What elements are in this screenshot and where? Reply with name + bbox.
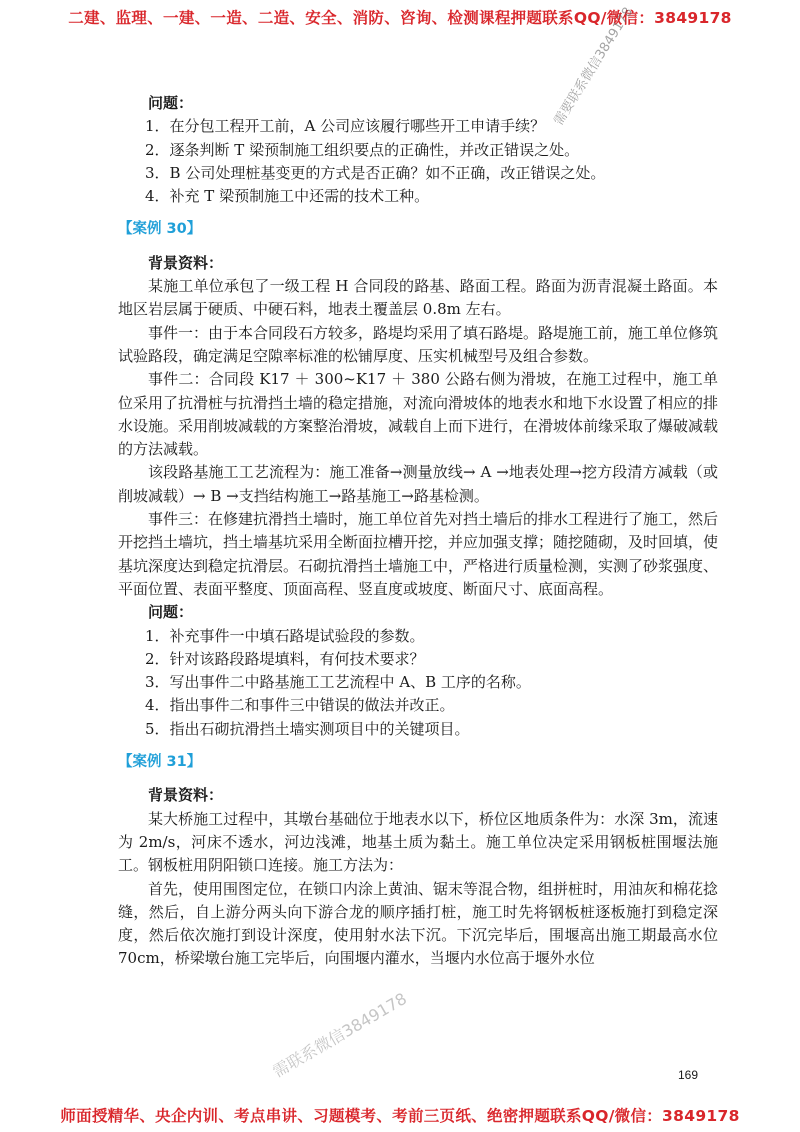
bottom-ad-banner: 师面授精华、央企内训、考点串讲、习题模考、考前三页纸、绝密押题联系QQ/微信：3849178 [60, 1107, 740, 1125]
background-heading: 背景资料： [148, 253, 224, 272]
watermark-top: 需要联系微信3849178 [551, 4, 637, 129]
case30 [118, 218, 718, 741]
case29-questions [118, 92, 718, 208]
question-item: 1．在分包工程开工前，A 公司应该履行哪些开工申请手续？ [145, 117, 546, 136]
paragraph: 事件一：由于本合同段石方较多，路堤均采用了填石路堤。路堤施工前，施工单位修筑试验路段，确定满足空隙率标准的松铺厚度、压实机械型号及组合参数。 [118, 323, 719, 365]
background-heading: 背景资料： [148, 786, 224, 805]
paragraph: 某施工单位承包了一级工程 H 合同段的路基、路面工程。路面为沥青混凝土路面。本地区岩层属于硬质、中硬石料，地表土覆盖层 0.8m 左右。 [118, 277, 718, 319]
question-item: 4．指出事件二和事件三中错误的做法并改正。 [145, 696, 455, 715]
questions-heading: 问题： [148, 603, 194, 622]
page-content [118, 92, 718, 971]
question-item: 3．B 公司处理桩基变更的方式是否正确？如不正确，改正错误之处。 [145, 163, 606, 182]
question-item: 3．写出事件二中路基施工工艺流程中 A、B 工序的名称。 [145, 673, 531, 692]
question-item: 4．补充 T 梁预制施工中还需的技术工种。 [145, 187, 430, 206]
paragraph: 事件二：合同段 K17 ＋ 300~K17 ＋ 380 公路右侧为滑坡，在施工过程中，施工单位采用了抗滑桩与抗滑挡土墙的稳定措施，对流向滑坡体的地表水和地下水设置了相应的排水设施。采用削坡减载的方案整治滑坡，减载自上而下进行，在滑坡体前缘采取了爆破减载的方法减载。 [118, 370, 719, 459]
questions-heading: 问题： [148, 94, 194, 112]
page-number: 169 [678, 1068, 699, 1082]
question-item: 2．逐条判断 T 梁预制施工组织要点的正确性，并改正错误之处。 [145, 140, 580, 159]
case31 [118, 751, 718, 971]
paragraph: 某大桥施工过程中，其墩台基础位于地表水以下，桥位区地质条件为：水深 3m，流速为 2m/s，河床不透水，河边浅滩，地基土质为黏土。施工单位决定采用钢板桩围堰法施工。钢板桩用阴阳锁口连接。施工方法为： [118, 809, 718, 875]
top-ad-banner: 二建、监理、一建、一造、二造、安全、消防、咨询、检测课程押题联系QQ/微信：3849178 [68, 9, 732, 27]
paragraph: 事件三：在修建抗滑挡土墙时，施工单位首先对挡土墙后的排水工程进行了施工，然后开挖挡土墙坑，挡土墙基坑采用全断面拉槽开挖，并应加强支撑；随挖随砌，及时回填，使基坑深度达到稳定抗滑层。石砌抗滑挡土墙施工中，严格进行质量检测，实测了砂浆强度、平面位置、表面平整度、顶面高程、竖直度或坡度、断面尺寸、底面高程。 [118, 510, 719, 598]
paragraph: 该段路基施工工艺流程为：施工准备→测量放线→ A →地表处理→挖方段清方减载（或削坡减载）→ B →支挡结构施工→路基施工→路基检测。 [118, 463, 718, 505]
paragraph: 首先，使用围图定位，在锁口内涂上黄油、锯末等混合物，组拼桩时，用油灰和棉花捻缝，然后，自上游分两头向下游合龙的顺序插打桩，施工时先将钢板桩逐板施打到稳定深度，然后依次施打到设计深度，使用射水法下沉。下沉完毕后，围堰高出施工期最高水位 70cm，桥梁墩台施工完毕后，向围堰内灌水，当堰内水位高于堰外水位 [118, 879, 719, 968]
case-title: 【案例 31】 [118, 754, 202, 771]
case-title: 【案例 30】 [118, 221, 202, 238]
question-item: 2．针对该路段路堤填料，有何技术要求？ [145, 649, 425, 668]
question-item: 5．指出石砌抗滑挡土墙实测项目中的关键项目。 [145, 719, 470, 738]
question-item: 1．补充事件一中填石路堤试验段的参数。 [145, 626, 425, 645]
watermark-bottom: 需联系微信3849178 [269, 988, 410, 1082]
